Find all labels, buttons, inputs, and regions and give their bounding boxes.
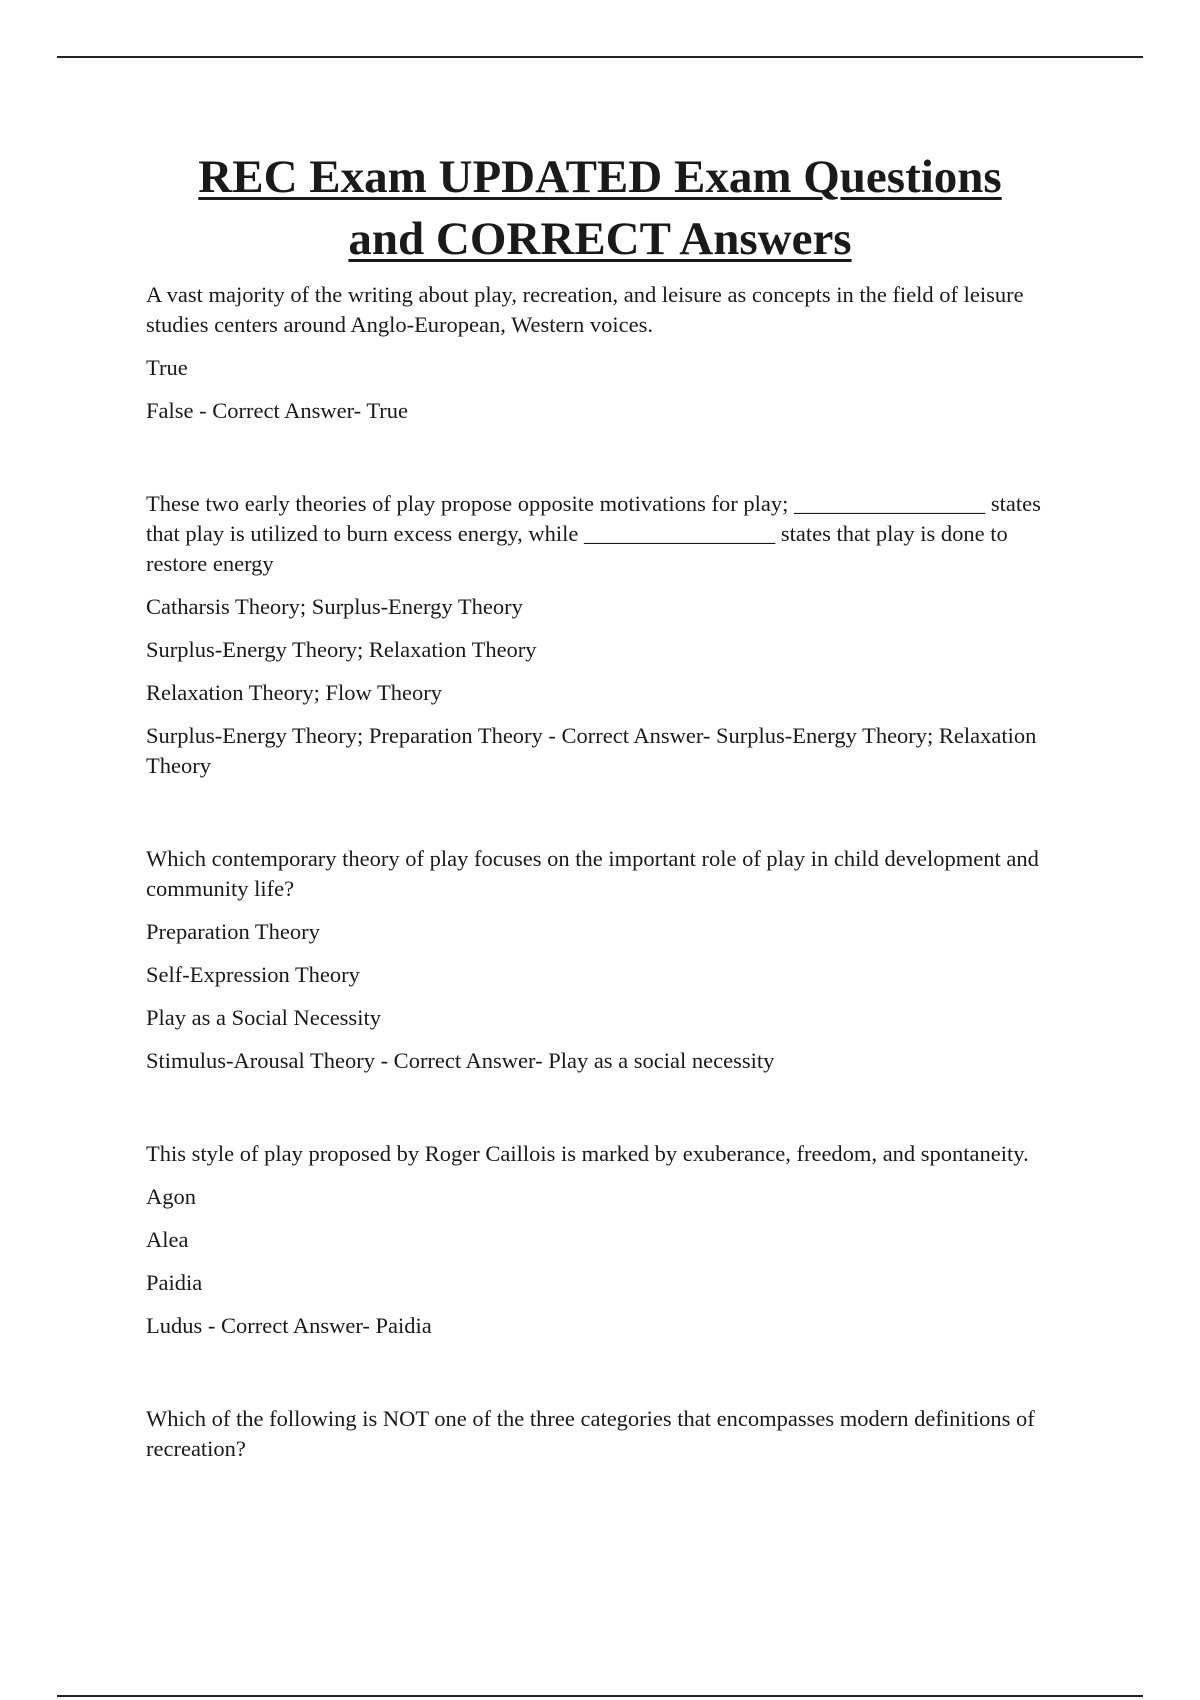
answer-option: Surplus-Energy Theory; Relaxation Theory <box>146 637 537 662</box>
bottom-rule <box>57 1695 1143 1697</box>
answer-option: Ludus - Correct Answer- Paidia <box>146 1313 432 1338</box>
document-title <box>100 146 1100 270</box>
answer-option: Stimulus-Arousal Theory - Correct Answer- Play as a social necessity <box>146 1048 775 1073</box>
question-block-1 <box>146 280 1066 426</box>
question-prompt: This style of play proposed by Roger Caillois is marked by exuberance, freedom, and spontaneity. <box>146 1141 1029 1166</box>
answer-option: False - Correct Answer- True <box>146 398 409 423</box>
question-prompt: Which of the following is NOT one of the three categories that encompasses modern definitions of recreation? <box>146 1406 1035 1461</box>
answer-option: Catharsis Theory; Surplus-Energy Theory <box>146 594 523 619</box>
question-block-4 <box>146 1139 1066 1341</box>
answer-option: Surplus-Energy Theory; Preparation Theory - Correct Answer- Surplus-Energy Theory; Relaxation Theory <box>146 723 1037 778</box>
title-line-1: REC Exam UPDATED Exam Questions <box>198 151 1002 203</box>
question-block-5 <box>146 1404 1066 1464</box>
answer-option: Agon <box>146 1184 196 1209</box>
answer-option: Self-Expression Theory <box>146 962 360 987</box>
answer-option: Paidia <box>146 1270 203 1295</box>
question-prompt: Which contemporary theory of play focuses on the important role of play in child development and community life? <box>146 846 1039 901</box>
answer-option: Preparation Theory <box>146 919 320 944</box>
answer-option: True <box>146 355 188 380</box>
answer-option: Play as a Social Necessity <box>146 1005 381 1030</box>
title-line-2: and CORRECT Answers <box>348 213 852 265</box>
answer-option: Alea <box>146 1227 189 1252</box>
question-block-2 <box>146 489 1066 781</box>
question-block-3 <box>146 844 1066 1076</box>
answer-option: Relaxation Theory; Flow Theory <box>146 680 442 705</box>
top-rule <box>57 56 1143 58</box>
question-prompt: These two early theories of play propose opposite motivations for play; _________________ states that play is utilized to burn excess energy, while _________________ states that play is done to restore energy <box>146 491 1041 576</box>
question-prompt: A vast majority of the writing about play, recreation, and leisure as concepts in the field of leisure studies centers around Anglo-European, Western voices. <box>146 282 1024 337</box>
questions-list <box>146 280 1066 1477</box>
